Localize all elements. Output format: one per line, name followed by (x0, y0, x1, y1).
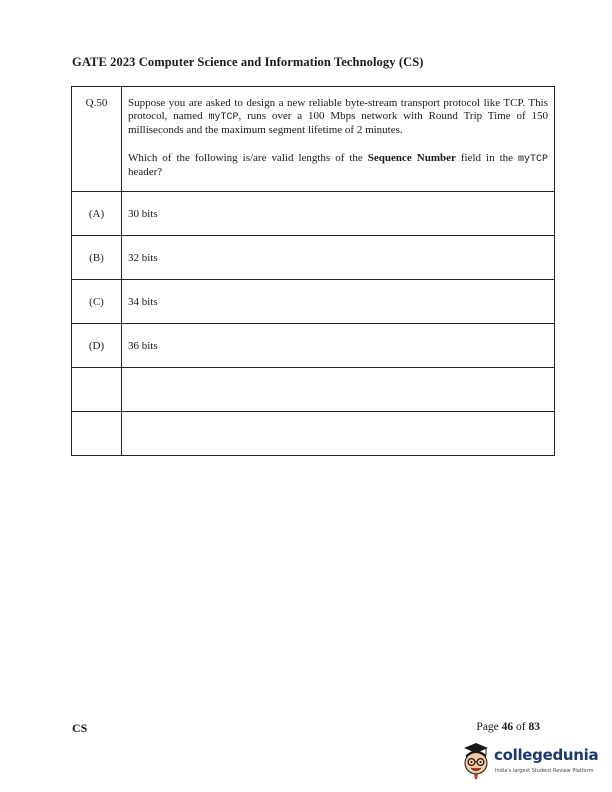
page-current: 46 (501, 721, 514, 733)
sequence-number-term: Sequence Number (367, 152, 456, 164)
question-text-part: header? (128, 166, 163, 178)
page-number-prefix: Page (476, 721, 502, 733)
option-label: (A) (72, 192, 122, 236)
option-row-a[interactable] (72, 192, 555, 236)
option-text: 34 bits (122, 280, 555, 324)
question-text (122, 87, 555, 192)
empty-cell (122, 368, 555, 412)
footer-paper-code: CS (72, 721, 88, 735)
collegedunia-tagline: India's largest Student Review Platform (495, 768, 594, 774)
empty-row (72, 368, 555, 412)
empty-row (72, 412, 555, 456)
empty-cell (122, 412, 555, 456)
empty-cell (72, 412, 122, 456)
protocol-name-code: myTCP (518, 154, 549, 165)
page-header-title: GATE 2023 Computer Science and Information Technology (CS) (72, 55, 424, 69)
option-text: 32 bits (122, 236, 555, 280)
question-paragraph-2 (128, 152, 548, 179)
question-paragraph-1 (128, 97, 548, 137)
option-row-c[interactable] (72, 280, 555, 324)
option-row-b[interactable] (72, 236, 555, 280)
question-table (71, 86, 555, 456)
option-label: (B) (72, 236, 122, 280)
question-row (72, 87, 555, 192)
option-label: (C) (72, 280, 122, 324)
option-text: 36 bits (122, 324, 555, 368)
question-number: Q.50 (72, 87, 122, 192)
question-text-part: field in the (455, 152, 518, 164)
page-total: 83 (528, 721, 540, 733)
question-text-part: Which of the following is/are valid lengths of the (128, 152, 368, 164)
option-row-d[interactable] (72, 324, 555, 368)
empty-cell (72, 368, 122, 412)
protocol-name-code: myTCP (208, 112, 239, 123)
page-number (476, 721, 540, 733)
question-text-part: , runs over a 100 Mbps network with Round Trip Time of 150 milliseconds and the maximum segment lifetime of 2 minutes. (128, 110, 548, 136)
question-text-part: Suppose you are asked to design a new reliable byte-stream transport protocol like TCP. This protocol, named (128, 97, 548, 122)
option-text: 30 bits (122, 192, 555, 236)
page-number-of: of (513, 721, 529, 733)
collegedunia-logo-text: collegedunia (494, 746, 599, 764)
option-label: (D) (72, 324, 122, 368)
